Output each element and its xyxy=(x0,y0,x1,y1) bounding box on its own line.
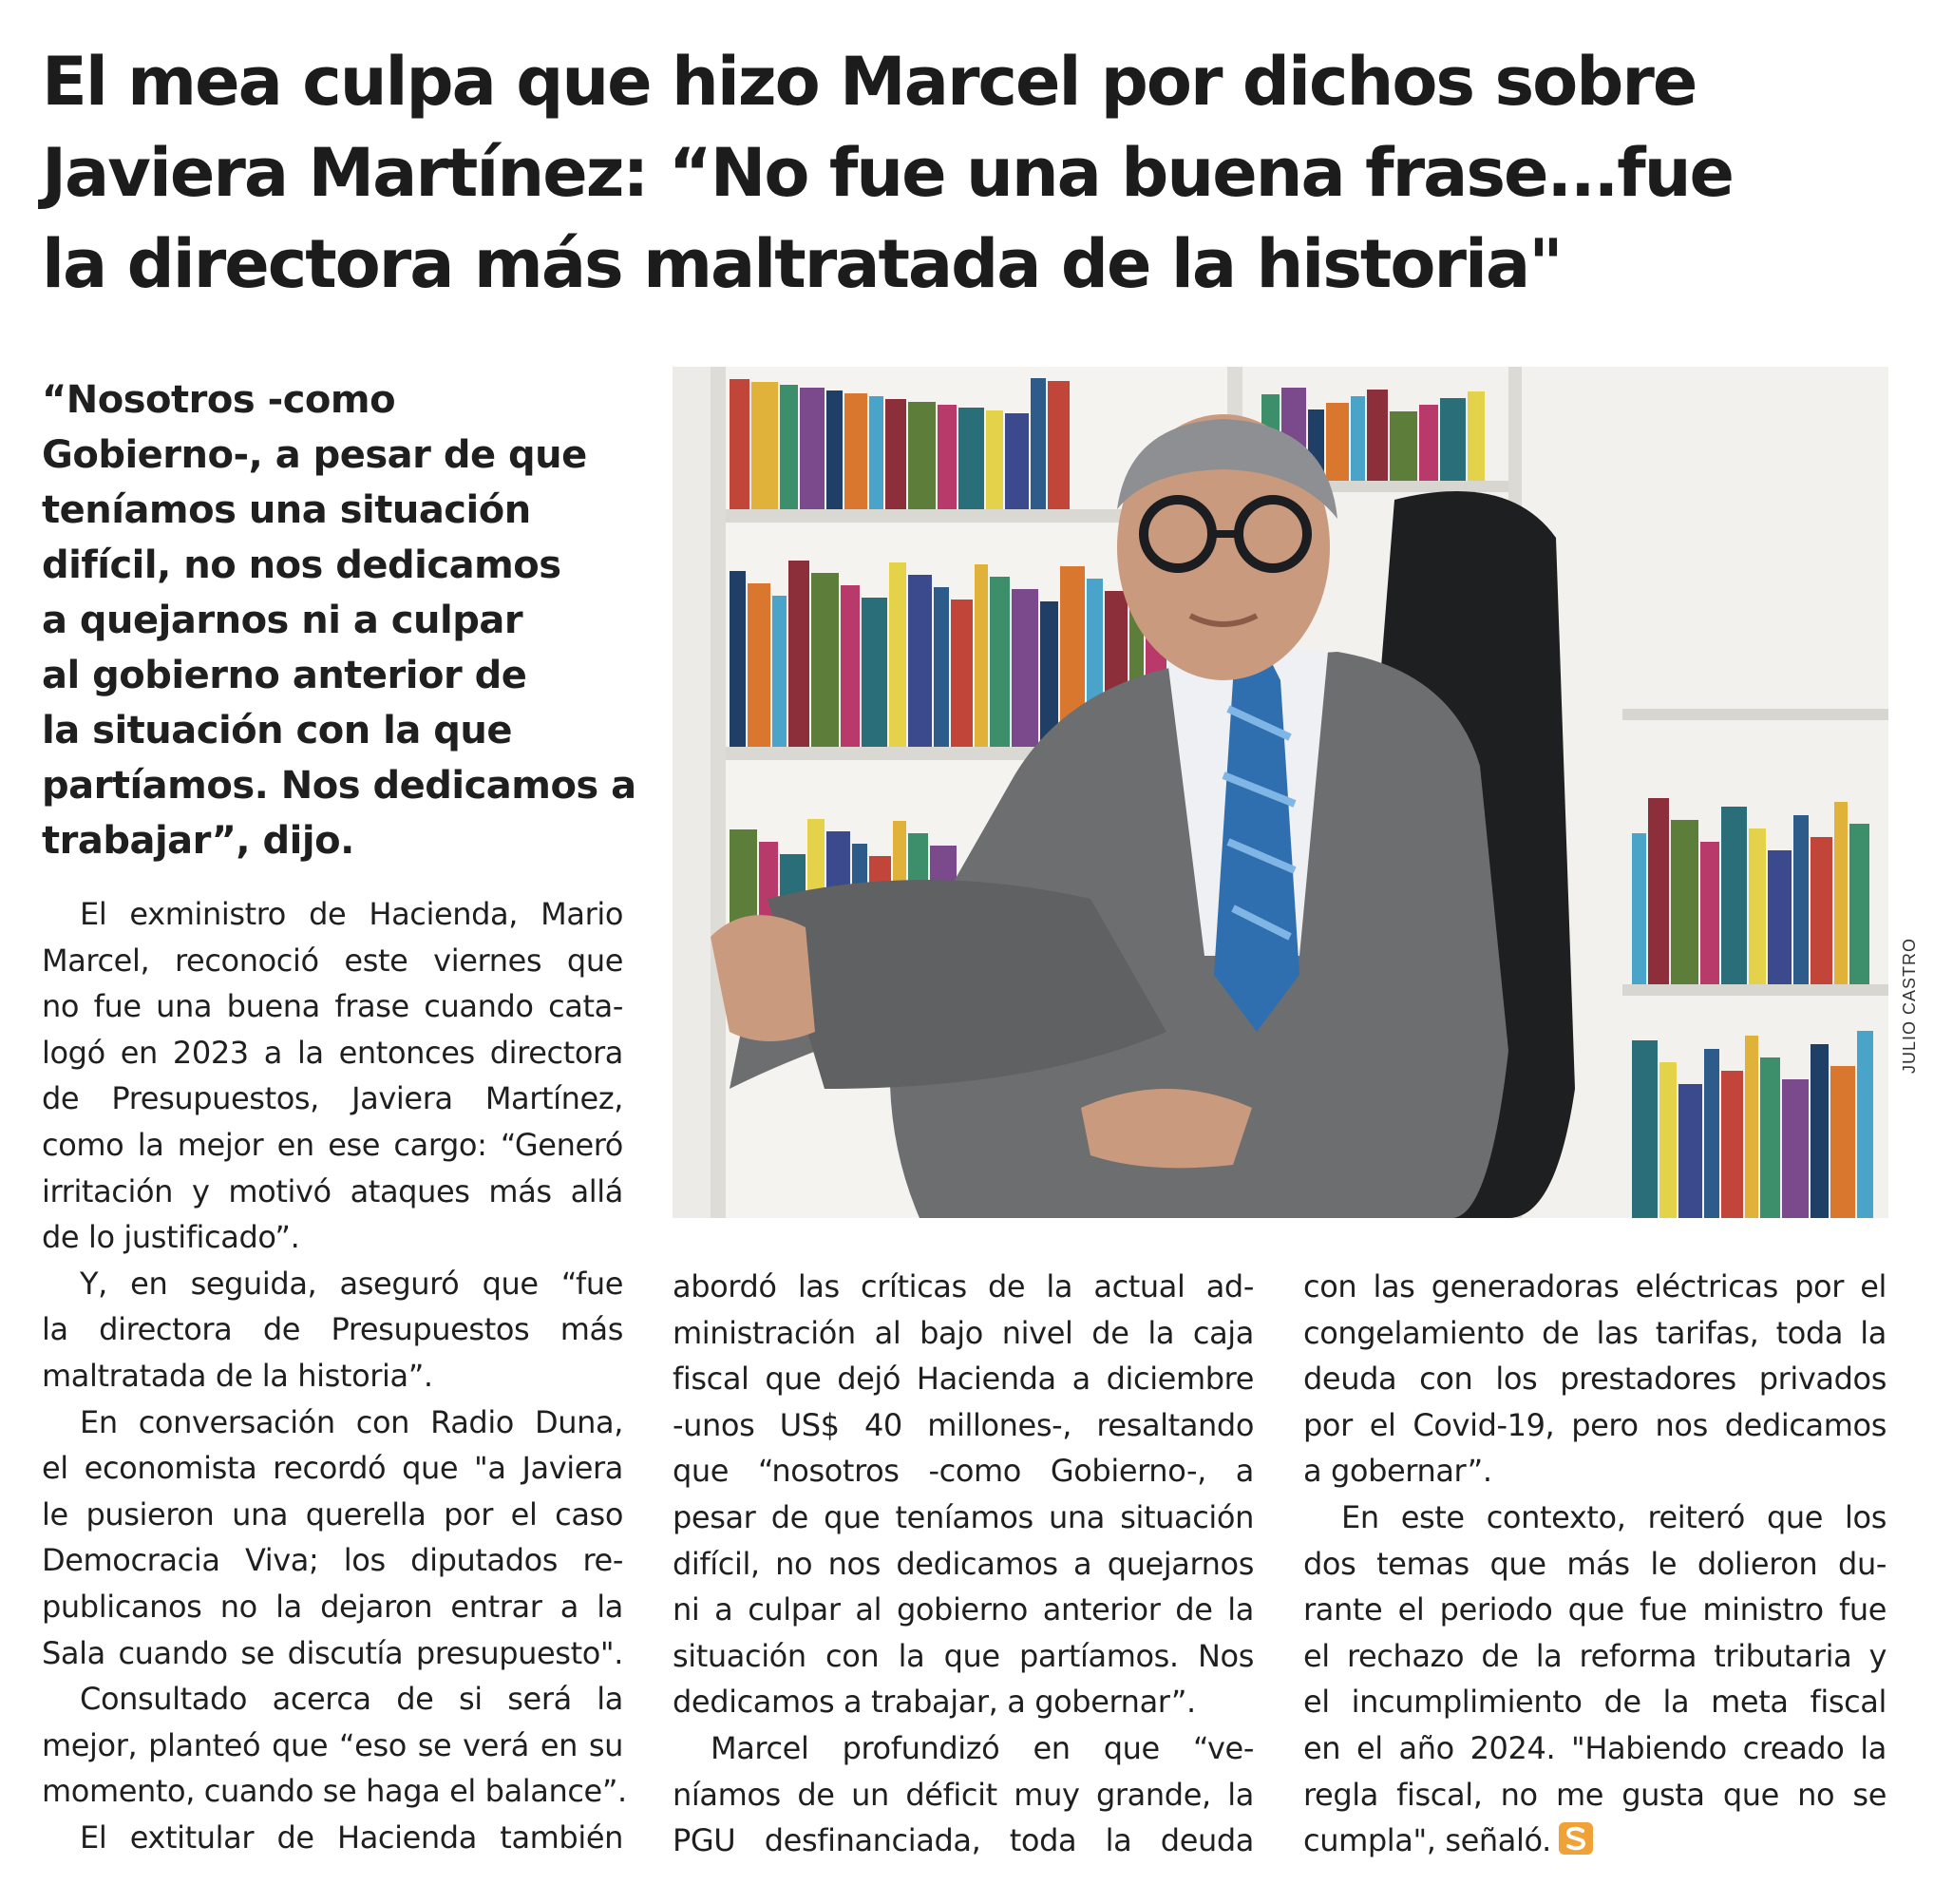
body-line: El exministro de Hacienda, Mario xyxy=(80,896,623,932)
pull-quote-line: Gobierno-, a pesar de que xyxy=(42,433,587,477)
headline-line: la directora más maltratada de la historia" xyxy=(42,225,1562,303)
pull-quote-line: partíamos. Nos dedicamos a xyxy=(42,764,636,808)
body-line: deuda con los prestadores privados xyxy=(1303,1361,1887,1398)
body-line-text: cumpla", señaló. xyxy=(1303,1822,1551,1859)
article-photo xyxy=(673,367,1888,1218)
body-line: irritación y motivó ataques más allá xyxy=(42,1172,623,1209)
body-line: dos temas que más le dolieron du- xyxy=(1303,1545,1887,1582)
body-line-last xyxy=(1303,1818,1887,1864)
body-line: mejor, planteó que “eso se verá en su xyxy=(42,1726,623,1763)
pull-quote-line: difícil, no nos dedicamos xyxy=(42,543,561,587)
body-column-2 xyxy=(673,1264,1254,1864)
body-line: el incumplimiento de la meta fiscal xyxy=(1303,1684,1887,1721)
body-line: rante el periodo que fue ministro fue xyxy=(1303,1591,1887,1628)
body-line: como la mejor en ese cargo: “Generó xyxy=(42,1126,623,1163)
body-line: el economista recordó que "a Javiera xyxy=(42,1450,623,1487)
body-line: Marcel profundizó en que “ve- xyxy=(711,1729,1254,1766)
body-column-3 xyxy=(1303,1264,1887,1864)
portrait-illustration xyxy=(673,367,1888,1218)
headline xyxy=(42,36,1875,310)
body-line: publicanos no la dejaron entrar a la xyxy=(42,1588,623,1625)
body-line: Democracia Viva; los diputados re- xyxy=(42,1542,623,1579)
body-line: Consultado acerca de si será la xyxy=(80,1681,623,1718)
pull-quote-line: trabajar”, dijo. xyxy=(42,819,354,863)
body-line: congelamiento de las tarifas, toda la xyxy=(1303,1314,1887,1351)
body-line: que “nosotros -como Gobierno-, a xyxy=(673,1453,1254,1490)
body-line: pesar de que teníamos una situación xyxy=(673,1498,1254,1535)
body-line: abordó las críticas de la actual ad- xyxy=(673,1268,1254,1304)
headline-line: El mea culpa que hizo Marcel por dichos sobre xyxy=(42,43,1697,121)
pull-quote-line: “Nosotros -como xyxy=(42,378,396,422)
body-line: fiscal que dejó Hacienda a diciembre xyxy=(673,1361,1254,1398)
pull-quote-line: teníamos una situación xyxy=(42,488,531,532)
body-line: difícil, no nos dedicamos a quejarnos xyxy=(673,1545,1254,1582)
body-line: situación con la que partíamos. Nos xyxy=(673,1637,1254,1674)
body-line: maltratada de la historia”. xyxy=(42,1357,433,1394)
pull-quote-line: la situación con la que xyxy=(42,709,513,752)
body-line: momento, cuando se haga el balance”. xyxy=(42,1773,627,1810)
headline-line: Javiera Martínez: “No fue una buena frase...fue xyxy=(42,134,1734,212)
body-line: logó en 2023 a la entonces directora xyxy=(42,1034,623,1071)
body-line: por el Covid-19, pero nos dedicamos xyxy=(1303,1406,1887,1443)
body-line: El extitular de Hacienda también xyxy=(80,1818,623,1856)
body-line: En este contexto, reiteró que los xyxy=(1341,1498,1887,1535)
body-line: -unos US$ 40 millones-, resaltando xyxy=(673,1406,1254,1443)
body-column-1 xyxy=(42,891,627,1860)
body-line: Marcel, reconoció este viernes que xyxy=(42,942,623,979)
body-line: el rechazo de la reforma tributaria y xyxy=(1303,1637,1887,1674)
body-line: le pusieron una querella por el caso xyxy=(42,1495,623,1533)
pull-quote-line: a quejarnos ni a culpar xyxy=(42,599,523,642)
body-line: a gobernar”. xyxy=(1303,1453,1492,1490)
body-line: ni a culpar al gobierno anterior de la xyxy=(673,1591,1254,1628)
publication-s-logo-icon xyxy=(1559,1822,1593,1855)
body-line: ministración al bajo nivel de la caja xyxy=(673,1314,1254,1351)
body-line: níamos de un déficit muy grande, la xyxy=(673,1776,1254,1813)
body-line: con las generadoras eléctricas por el xyxy=(1303,1268,1887,1304)
body-line: en el año 2024. "Habiendo creado la xyxy=(1303,1729,1887,1766)
body-line: Sala cuando se discutía presupuesto". xyxy=(42,1634,623,1671)
body-line: la directora de Presupuestos más xyxy=(42,1311,623,1348)
pull-quote xyxy=(42,372,650,868)
body-line: regla fiscal, no me gusta que no se xyxy=(1303,1776,1887,1813)
body-line: En conversación con Radio Duna, xyxy=(80,1403,623,1440)
body-line: de lo justificado”. xyxy=(42,1219,300,1256)
body-line: Y, en seguida, aseguró que “fue xyxy=(80,1265,623,1302)
body-line: de Presupuestos, Javiera Martínez, xyxy=(42,1080,623,1117)
body-line: dedicamos a trabajar, a gobernar”. xyxy=(673,1684,1196,1721)
photo-credit: JULIO CASTRO xyxy=(1900,937,1919,1074)
pull-quote-line: al gobierno anterior de xyxy=(42,654,527,697)
body-line: PGU desfinanciada, toda la deuda xyxy=(673,1822,1254,1859)
body-line: no fue una buena frase cuando cata- xyxy=(42,988,623,1025)
